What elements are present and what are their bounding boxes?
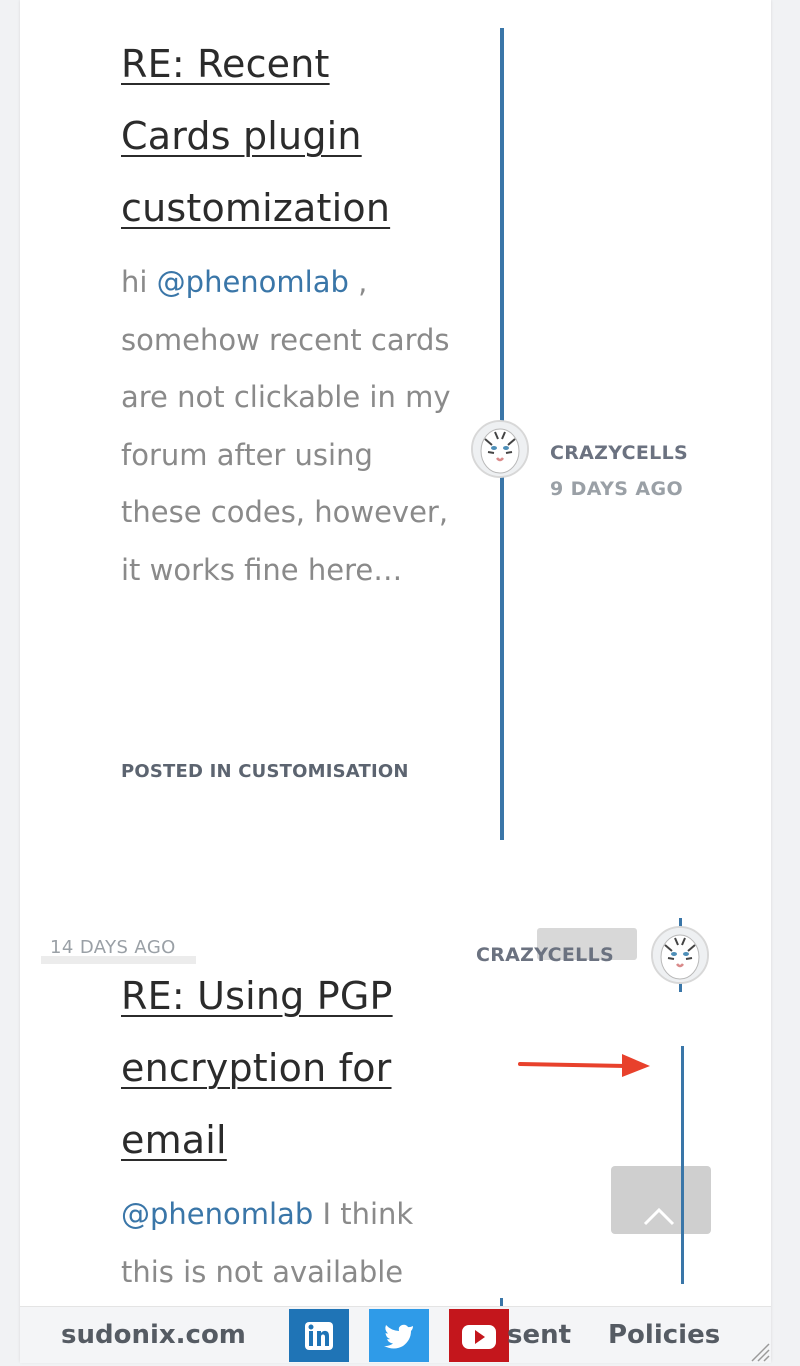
timeline-line bbox=[681, 1046, 684, 1284]
youtube-icon bbox=[449, 1309, 509, 1362]
youtube-button[interactable] bbox=[449, 1309, 509, 1362]
post-timestamp: 9 DAYS AGO bbox=[550, 478, 684, 500]
linkedin-icon bbox=[289, 1309, 349, 1362]
post-excerpt bbox=[121, 1186, 461, 1301]
avatar[interactable] bbox=[471, 420, 529, 478]
chevron-up-icon bbox=[611, 1166, 711, 1234]
posted-in-category[interactable]: POSTED IN CUSTOMISATION bbox=[121, 761, 409, 782]
scroll-to-top-button[interactable] bbox=[611, 1166, 711, 1234]
author-name[interactable]: CRAZYCELLS bbox=[550, 442, 688, 464]
excerpt-text: , somehow recent cards are not clickable in my forum after using these codes, however, it works fine here… bbox=[121, 265, 451, 587]
post-title-link[interactable]: RE: Recent Cards plugin customization bbox=[121, 42, 391, 230]
mention-link[interactable]: @phenomlab bbox=[121, 1197, 314, 1231]
author-name[interactable]: CRAZYCELLS bbox=[476, 944, 614, 966]
tiger-avatar-icon bbox=[473, 422, 527, 476]
twitter-icon bbox=[369, 1309, 429, 1362]
excerpt-text: hi bbox=[121, 265, 157, 299]
footer-site-link[interactable]: sudonix.com bbox=[61, 1320, 246, 1350]
footer-policies-link[interactable]: Policies bbox=[608, 1320, 721, 1350]
post-timestamp: 14 DAYS AGO bbox=[50, 937, 176, 958]
linkedin-button[interactable] bbox=[289, 1309, 349, 1362]
footer-consent-link[interactable]: sent bbox=[507, 1320, 572, 1350]
twitter-button[interactable] bbox=[369, 1309, 429, 1362]
post-title-link[interactable]: RE: Using PGP encryption for email bbox=[121, 974, 393, 1162]
red-arrow-icon bbox=[518, 1050, 652, 1080]
post-excerpt bbox=[121, 254, 451, 600]
excerpt-text: I think this is not available bbox=[121, 1197, 414, 1289]
tiger-avatar-icon bbox=[653, 928, 707, 982]
mention-link[interactable]: @phenomlab bbox=[156, 265, 349, 299]
avatar[interactable] bbox=[651, 926, 709, 984]
resize-grip-icon[interactable] bbox=[748, 1340, 770, 1362]
